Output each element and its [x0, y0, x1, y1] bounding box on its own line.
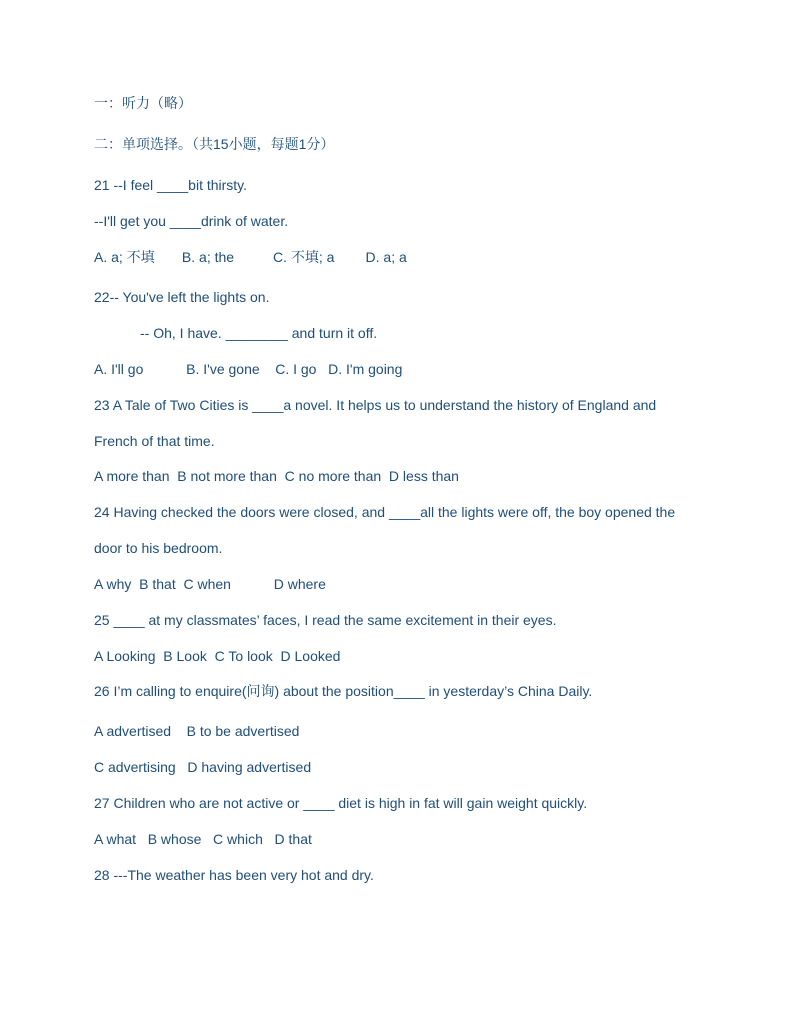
question-21-line-2: --I'll get you ____drink of water. [94, 213, 289, 229]
question-24-line-1: 24 Having checked the doors were closed, and ____all the lights were off, the boy opened the [94, 504, 676, 520]
question-25-options: A Looking B Look C To look D Looked [94, 648, 341, 664]
question-27-line-1: 27 Children who are not active or ____ diet is high in fat will gain weight quickly. [94, 795, 588, 811]
question-21-options: A. a; 不填 B. a; the C. 不填; a D. a; a [94, 249, 407, 265]
document-page [94, 0, 734, 1035]
section-header-listening: 一：听力（略） [94, 95, 192, 111]
question-22-options: A. I'll go B. I've gone C. I go D. I'm going [94, 361, 403, 377]
question-22-line-1: 22-- You've left the lights on. [94, 289, 270, 305]
question-26-options-2: C advertising D having advertised [94, 759, 312, 775]
question-22-line-2: -- Oh, I have. ________ and turn it off. [140, 325, 378, 341]
question-26-options-1: A advertised B to be advertised [94, 723, 300, 739]
question-21-line-1: 21 --I feel ____bit thirsty. [94, 177, 248, 193]
question-28-line-1: 28 ---The weather has been very hot and dry. [94, 867, 374, 883]
section-header-single-choice: 二：单项选择。（共15小题，每题1分） [94, 136, 335, 152]
question-24-line-2: door to his bedroom. [94, 540, 223, 556]
question-23-line-1: 23 A Tale of Two Cities is ____a novel. It helps us to understand the history of England and [94, 397, 657, 413]
question-27-options: A what B whose C which D that [94, 831, 312, 847]
question-23-options: A more than B not more than C no more than D less than [94, 468, 459, 484]
question-23-line-2: French of that time. [94, 433, 215, 449]
question-26-line-1: 26 I’m calling to enquire(问询) about the position____ in yesterday’s China Daily. [94, 683, 593, 699]
question-25-line-1: 25 ____ at my classmates’ faces, I read the same excitement in their eyes. [94, 612, 557, 628]
question-24-options: A why B that C when D where [94, 576, 326, 592]
